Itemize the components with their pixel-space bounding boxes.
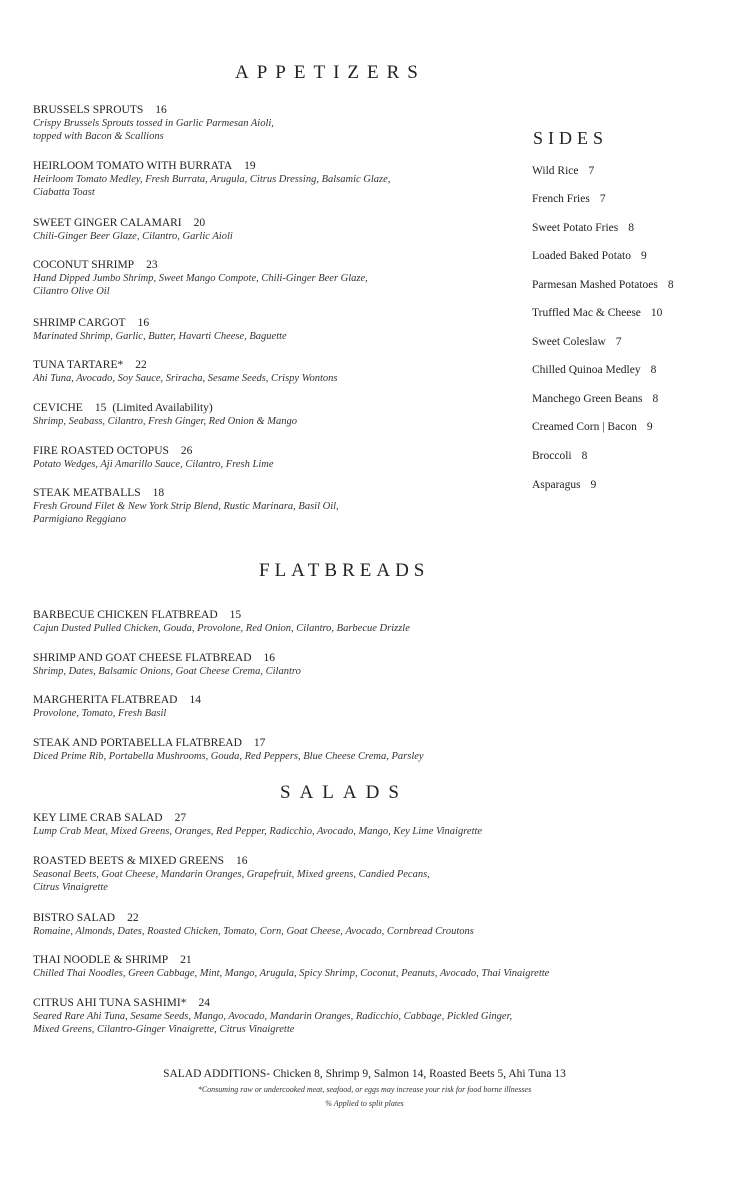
menu-item [33,103,513,143]
item-description: topped with Bacon & Scallions [33,131,164,142]
item-price: 24 [198,997,210,1009]
side-name: Creamed Corn | Bacon [532,421,637,433]
item-price: 16 [263,652,276,664]
item-description: Shrimp, Dates, Balsamic Onions, Goat Cheese Crema, Cilantro [33,666,301,677]
side-price: 10 [650,307,663,319]
item-name: BISTRO SALAD [33,912,116,924]
item-description: Parmigiano Reggiano [33,514,127,525]
item-description: Ahi Tuna, Avocado, Soy Sauce, Sriracha, Sesame Seeds, Crispy Wontons [33,373,338,384]
side-name: Sweet Coleslaw [532,336,606,348]
item-name: BARBECUE CHICKEN FLATBREAD [33,609,218,621]
menu-item [33,316,513,343]
item-name: STEAK AND PORTABELLA FLATBREAD [33,737,242,749]
side-price: 9 [590,479,597,491]
item-description: Mixed Greens, Cilantro-Ginger Vinaigrette, Citrus Vinaigrette [33,1024,295,1035]
side-item [532,421,653,433]
item-price: 14 [189,694,201,706]
menu-item [33,953,713,980]
item-description: Fresh Ground Filet & New York Strip Blend, Rustic Marinara, Basil Oil, [33,501,339,512]
item-description: Romaine, Almonds, Dates, Roasted Chicken, Tomato, Corn, Goat Cheese, Avocado, Cornbread Croutons [33,926,474,937]
side-price: 7 [588,165,595,177]
side-price: 9 [646,421,653,433]
menu-item [33,401,513,428]
side-name: Manchego Green Beans [532,393,643,405]
item-description: Crispy Brussels Sprouts tossed in Garlic Parmesan Aioli, [33,118,274,129]
side-item [532,336,622,348]
sides-heading: SIDES [533,128,609,148]
side-price: 7 [615,336,622,348]
side-price: 8 [667,279,674,291]
menu-item [33,693,513,720]
item-note: (Limited Availability) [112,402,213,414]
item-price: 22 [127,912,139,924]
item-name: STEAK MEATBALLS [33,487,141,499]
item-price: 16 [155,104,167,116]
menu-item [33,358,513,385]
item-name: SHRIMP AND GOAT CHEESE FLATBREAD [33,652,252,664]
menu-item [33,911,673,938]
side-name: Asparagus [532,479,581,491]
side-name: Parmesan Mashed Potatoes [532,279,658,291]
menu-item [33,216,513,243]
side-item [532,450,587,462]
item-description: Lump Crab Meat, Mixed Greens, Oranges, Red Pepper, Radicchio, Avocado, Mango, Key Lime Vinaigrette [33,826,483,837]
item-price: 26 [180,445,193,457]
side-price: 8 [650,364,657,376]
item-price: 21 [180,954,192,966]
item-price: 23 [146,259,158,271]
item-description: Chili-Ginger Beer Glaze, Cilantro, Garlic Aioli [33,231,233,242]
appetizers-heading: APPETIZERS [235,62,426,83]
item-name: FIRE ROASTED OCTOPUS [33,445,169,457]
side-price: 8 [652,393,659,405]
item-name: SWEET GINGER CALAMARI [33,217,182,229]
side-price: 8 [581,450,588,462]
side-item [532,364,656,376]
salad-additions: SALAD ADDITIONS- Chicken 8, Shrimp 9, Salmon 14, Roasted Beets 5, Ahi Tuna 13 [163,1068,566,1080]
item-description: Diced Prime Rib, Portabella Mushrooms, Gouda, Red Peppers, Blue Cheese Crema, Parsley [33,751,424,762]
split-plate-note: % Applied to split plates [325,1099,404,1108]
item-price: 17 [253,737,266,749]
side-name: French Fries [532,193,590,205]
side-name: Sweet Potato Fries [532,222,619,234]
side-price: 9 [641,250,647,262]
item-price: 18 [152,487,165,499]
menu-item [33,651,513,678]
item-description: Cilantro Olive Oil [33,286,110,297]
side-item [532,250,647,262]
menu-item [33,736,513,763]
side-item [532,165,594,177]
item-name: KEY LIME CRAB SALAD [33,812,163,824]
side-name: Loaded Baked Potato [532,250,632,262]
item-description: Marinated Shrimp, Garlic, Butter, Havarti Cheese, Baguette [33,331,287,342]
menu-item [33,811,673,838]
item-description: Heirloom Tomato Medley, Fresh Burrata, Arugula, Citrus Dressing, Balsamic Glaze, [33,174,391,185]
item-description: Potato Wedges, Aji Amarillo Sauce, Cilantro, Fresh Lime [33,459,274,470]
side-item [532,307,662,319]
side-item [532,393,658,405]
menu-item [33,486,513,526]
side-price: 7 [599,193,606,205]
item-price: 27 [174,812,187,824]
item-price: 15 [229,609,242,621]
item-name: COCONUT SHRIMP [33,259,135,271]
consumption-warning: *Consuming raw or undercooked meat, seafood, or eggs may increase your risk for food borne illnesses [197,1085,532,1094]
side-item [532,193,606,205]
item-price: 22 [135,359,147,371]
item-name: CITRUS AHI TUNA SASHIMI* [33,997,187,1009]
item-price: 16 [137,317,150,329]
item-price: 20 [193,217,206,229]
side-name: Chilled Quinoa Medley [532,364,641,376]
side-name: Wild Rice [532,165,579,177]
item-name: MARGHERITA FLATBREAD [33,694,178,706]
item-description: Shrimp, Seabass, Cilantro, Fresh Ginger, Red Onion & Mango [33,416,298,427]
side-item [532,222,634,234]
menu-item [33,159,513,199]
menu-item [33,444,513,471]
item-description: Provolone, Tomato, Fresh Basil [33,708,167,719]
salads-heading: SALADS [280,782,408,803]
item-description: Hand Dipped Jumbo Shrimp, Sweet Mango Compote, Chili-Ginger Beer Glaze, [33,273,368,284]
menu-item [33,258,513,298]
side-item [532,279,674,291]
side-name: Broccoli [532,450,572,462]
item-price: 19 [244,160,256,172]
item-description: Citrus Vinaigrette [33,882,108,893]
item-name: THAI NOODLE & SHRIMP [33,954,169,966]
item-name: TUNA TARTARE* [33,359,124,371]
item-description: Chilled Thai Noodles, Green Cabbage, Mint, Mango, Arugula, Spicy Shrimp, Coconut, Peanuts, Avocado, Thai Vinaigrette [33,968,550,979]
menu-item [33,854,673,894]
item-description: Ciabatta Toast [33,187,95,198]
item-name: BRUSSELS SPROUTS [33,104,144,116]
side-name: Truffled Mac & Cheese [532,307,641,319]
side-item [532,479,596,491]
item-description: Cajun Dusted Pulled Chicken, Gouda, Provolone, Red Onion, Cilantro, Barbecue Drizzle [33,623,410,634]
item-name: SHRIMP CARGOT [33,317,126,329]
menu-item [33,996,673,1036]
flatbreads-heading: FLATBREADS [259,560,430,581]
menu-item [33,608,513,635]
side-price: 8 [628,222,634,234]
item-name: ROASTED BEETS & MIXED GREENS [33,855,225,867]
item-description: Seasonal Beets, Goat Cheese, Mandarin Oranges, Grapefruit, Mixed greens, Candied Pecans, [33,869,430,880]
item-name: HEIRLOOM TOMATO WITH BURRATA [33,160,233,172]
item-description: Seared Rare Ahi Tuna, Sesame Seeds, Mango, Avocado, Mandarin Oranges, Radicchio, Cabbage, Pickled Ginger, [33,1011,513,1022]
item-price: 16 [236,855,248,867]
item-price: 15 [94,402,107,414]
item-name: CEVICHE [33,402,83,414]
